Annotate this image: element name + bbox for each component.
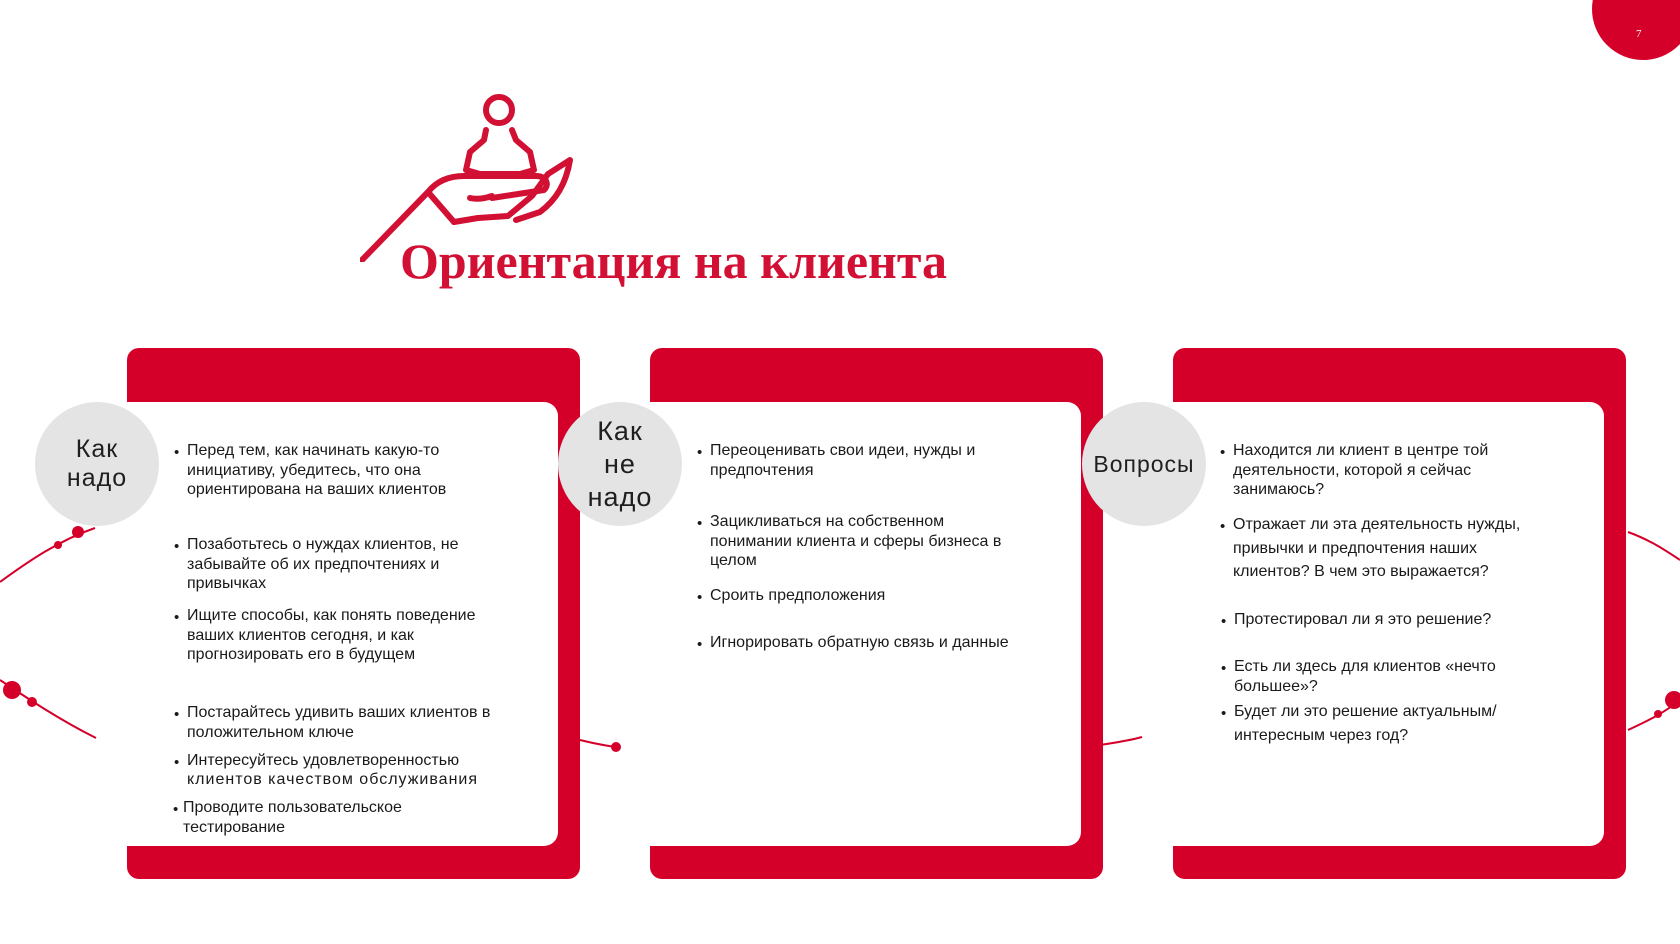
label-how-not-to: [558, 402, 682, 526]
list-item: • Зацикливаться на собственном понимании клиента и сферы бизнеса в целом: [710, 512, 1030, 571]
list-item: • Протестировал ли я это решение?: [1234, 610, 1554, 630]
page-title: Ориентация на клиента: [400, 233, 947, 289]
list-item: • Переоценивать свои идеи, нужды и предпочтения: [710, 441, 1030, 480]
list-item: • Проводите пользовательское тестирование: [183, 798, 483, 837]
list-item: • Позаботьтесь о нуждах клиентов, не забывайте об их предпочтениях и привычках: [187, 535, 497, 594]
label-how-not-to-line-1: Как: [597, 415, 643, 446]
list-item: • Находится ли клиент в центре той деятельности, которой я сейчас занимаюсь?: [1233, 441, 1543, 500]
label-how-to-line-1: Как: [75, 435, 119, 463]
list-item: • Интересуйтесь удовлетворенностью: [187, 751, 527, 771]
list-item: • Сроить предположения: [710, 586, 1030, 606]
list-item-continuation: [187, 770, 527, 790]
list-item: • Будет ли это решение актуальным/интересным через год?: [1234, 700, 1539, 747]
list-item: • Есть ли здесь для клиентов «нечто большее»?: [1234, 657, 1544, 696]
label-how-to-line-2: надо: [66, 464, 128, 492]
list-item: • Ищите способы, как понять поведение ваших клиентов сегодня, и как прогнозировать его в будущем: [187, 606, 497, 665]
label-how-not-to-line-3: надо: [587, 481, 653, 512]
list-item-continuation-text: клиентов качеством обслуживания: [187, 771, 478, 788]
list-item: • Перед тем, как начинать какую-то инициативу, убедитесь, что она ориентирована на ваших клиентов: [187, 441, 497, 500]
label-questions: [1082, 402, 1206, 526]
card-how-not-to: [650, 348, 1103, 879]
list-item: • Игнорировать обратную связь и данные: [710, 633, 1050, 653]
label-questions-line-1: Вопросы: [1093, 450, 1195, 477]
list-item: • Постарайтесь удивить ваших клиентов в положительном ключе: [187, 703, 527, 742]
label-how-not-to-line-2: не: [604, 448, 636, 479]
page-number: 7: [1636, 28, 1642, 40]
label-how-to: [35, 402, 159, 526]
list-item: • Отражает ли эта деятельность нужды, привычки и предпочтения наших клиентов? В чем это выражается?: [1233, 513, 1548, 584]
